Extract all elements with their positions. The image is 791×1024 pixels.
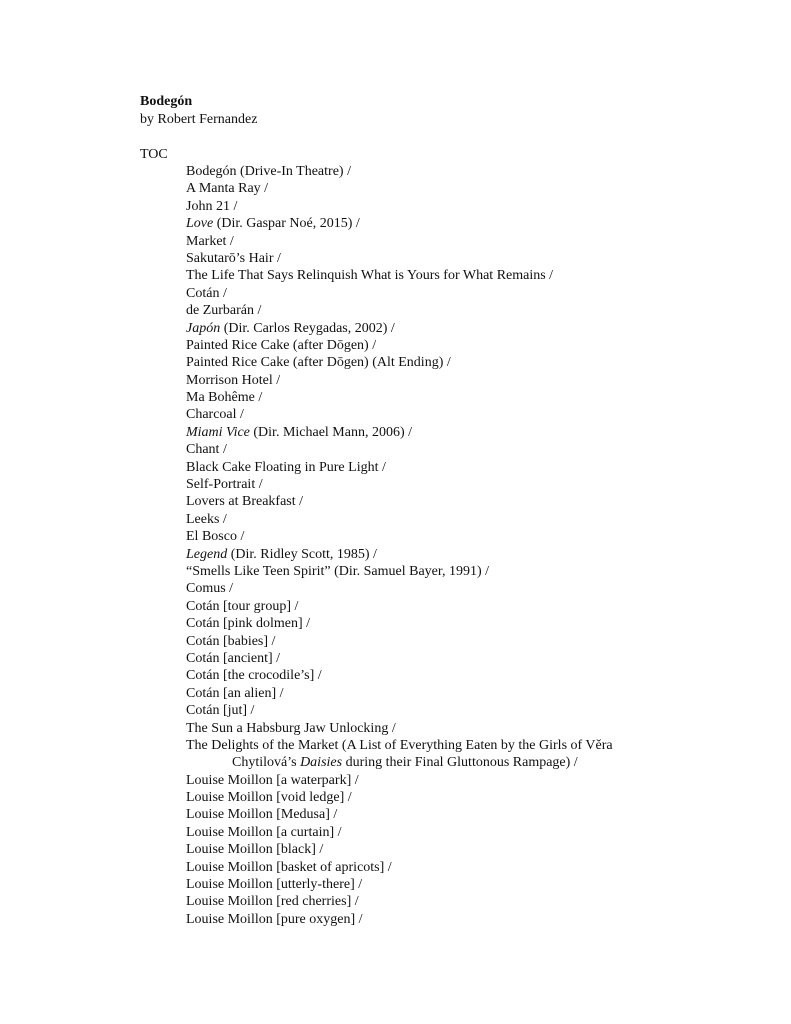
toc-entry-text: de Zurbarán / <box>186 303 262 319</box>
toc-entry-text: The Delights of the Market (A List of Everything Eaten by the Girls of Věra <box>186 737 613 753</box>
toc-entry <box>186 285 746 302</box>
toc-entry-text: Louise Moillon [Medusa] / <box>186 807 338 823</box>
toc-entry <box>186 302 746 319</box>
toc-entry-text: Black Cake Floating in Pure Light / <box>186 459 386 475</box>
toc-entry <box>186 493 746 510</box>
toc-entry-text: Leeks / <box>186 511 227 527</box>
toc-entry <box>186 372 746 389</box>
toc-entry-text: Morrison Hotel / <box>186 372 281 388</box>
toc-entry <box>186 615 746 632</box>
toc-entry-italic-title: Legend <box>186 546 228 562</box>
toc-entry-text: Louise Moillon [a curtain] / <box>186 824 342 840</box>
toc-entry-text: Lovers at Breakfast / <box>186 494 304 510</box>
toc-entry-text: El Bosco / <box>186 529 245 545</box>
toc-entry-text: Louise Moillon [utterly-there] / <box>186 877 363 893</box>
toc-entry <box>186 598 746 615</box>
toc-entry-italic-title: Love <box>186 216 214 232</box>
toc-entry <box>186 267 746 284</box>
toc-entry-text: Louise Moillon [pure oxygen] / <box>186 911 363 927</box>
toc-entry-text: Louise Moillon [basket of apricots] / <box>186 859 392 875</box>
toc-entry-text: A Manta Ray / <box>186 181 269 197</box>
toc-entry <box>186 911 746 928</box>
toc-heading: TOC <box>140 147 168 162</box>
toc-entry <box>186 685 746 702</box>
toc-entry-italic-title: Miami Vice <box>186 424 250 440</box>
toc-entry-text: “Smells Like Teen Spirit” (Dir. Samuel Bayer, 1991) / <box>186 563 490 579</box>
toc-entry-text: Cotán / <box>186 285 227 301</box>
toc-entry <box>186 320 746 337</box>
toc-entry <box>186 250 746 267</box>
toc-entry-text: during their Final Gluttonous Rampage) / <box>342 755 578 771</box>
toc-entry <box>186 180 746 197</box>
toc-entry <box>186 441 746 458</box>
toc-entry <box>186 406 746 423</box>
toc-entry <box>186 876 746 893</box>
toc-entry-text: Cotán [the crocodile’s] / <box>186 668 322 684</box>
toc-entry-text: Painted Rice Cake (after Dōgen) / <box>186 337 377 353</box>
toc-entry <box>186 667 746 684</box>
toc-entry-continuation <box>186 754 746 771</box>
toc-entry <box>186 215 746 232</box>
toc-entry-text: The Life That Says Relinquish What is Yours for What Remains / <box>186 268 554 284</box>
toc-entry-text: Bodegón (Drive-In Theatre) / <box>186 164 351 179</box>
toc-entry-text: (Dir. Ridley Scott, 1985) / <box>227 546 377 562</box>
toc-entry <box>186 789 746 806</box>
toc-entry <box>186 476 746 493</box>
toc-entry <box>186 737 746 772</box>
toc-entry-text: Cotán [an alien] / <box>186 685 284 701</box>
toc-entry <box>186 859 746 876</box>
toc-entry <box>186 354 746 371</box>
toc-entry <box>186 806 746 823</box>
toc-entry-text: Cotán [ancient] / <box>186 650 281 666</box>
toc-entry-italic-title: Daisies <box>300 755 343 771</box>
toc-entry-text: Louise Moillon [a waterpark] / <box>186 772 359 788</box>
poem-title: Bodegón <box>140 94 193 109</box>
toc-entry <box>186 580 746 597</box>
toc-entry <box>186 893 746 910</box>
toc-entry-text: Cotán [tour group] / <box>186 598 299 614</box>
toc-entry <box>186 772 746 789</box>
toc-entry <box>186 824 746 841</box>
toc-entry-text: Sakutarō’s Hair / <box>186 250 281 266</box>
toc-entry-text: Cotán [pink dolmen] / <box>186 616 311 632</box>
toc-entry <box>186 198 746 215</box>
toc-entry <box>186 650 746 667</box>
toc-entry-text: Ma Bohême / <box>186 390 263 406</box>
toc-entry-text: Louise Moillon [void ledge] / <box>186 790 352 806</box>
toc-entry-text: Louise Moillon [red cherries] / <box>186 894 359 910</box>
toc-entry <box>186 459 746 476</box>
toc-entry-text: Cotán [jut] / <box>186 703 255 719</box>
toc-entry <box>186 546 746 563</box>
toc-entry-text: Chant / <box>186 442 227 458</box>
toc-entry <box>186 528 746 545</box>
toc-entry-text: Cotán [babies] / <box>186 633 276 649</box>
toc-entry <box>186 702 746 719</box>
toc-entry-text: (Dir. Gaspar Noé, 2015) / <box>213 216 360 232</box>
toc-entry-text: Chytilová’s <box>232 755 301 771</box>
toc-entry-text: (Dir. Carlos Reygadas, 2002) / <box>220 320 395 336</box>
toc-entry-text: Self-Portrait / <box>186 477 263 493</box>
toc-entry-italic-title: Japón <box>186 320 221 336</box>
toc-entry <box>186 720 746 737</box>
toc-entry-text: John 21 / <box>186 198 238 214</box>
toc-entry <box>186 424 746 441</box>
toc-entry <box>186 163 746 180</box>
toc-entry <box>186 841 746 858</box>
toc-entry <box>186 511 746 528</box>
toc-entry-text: Market / <box>186 233 234 249</box>
toc-entry-text: Painted Rice Cake (after Dōgen) (Alt Ending) / <box>186 355 451 371</box>
toc-entry <box>186 337 746 354</box>
toc-entry <box>186 563 746 580</box>
toc-entry <box>186 233 746 250</box>
toc-entry-text: The Sun a Habsburg Jaw Unlocking / <box>186 720 396 736</box>
toc-entry <box>186 633 746 650</box>
toc-entry-text: Comus / <box>186 581 234 597</box>
author-byline: by Robert Fernandez <box>140 112 258 127</box>
toc-entry-text: Charcoal / <box>186 407 244 423</box>
table-of-contents <box>186 163 746 928</box>
toc-entry <box>186 389 746 406</box>
toc-entry-text: (Dir. Michael Mann, 2006) / <box>249 424 413 440</box>
toc-entry-text: Louise Moillon [black] / <box>186 842 324 858</box>
